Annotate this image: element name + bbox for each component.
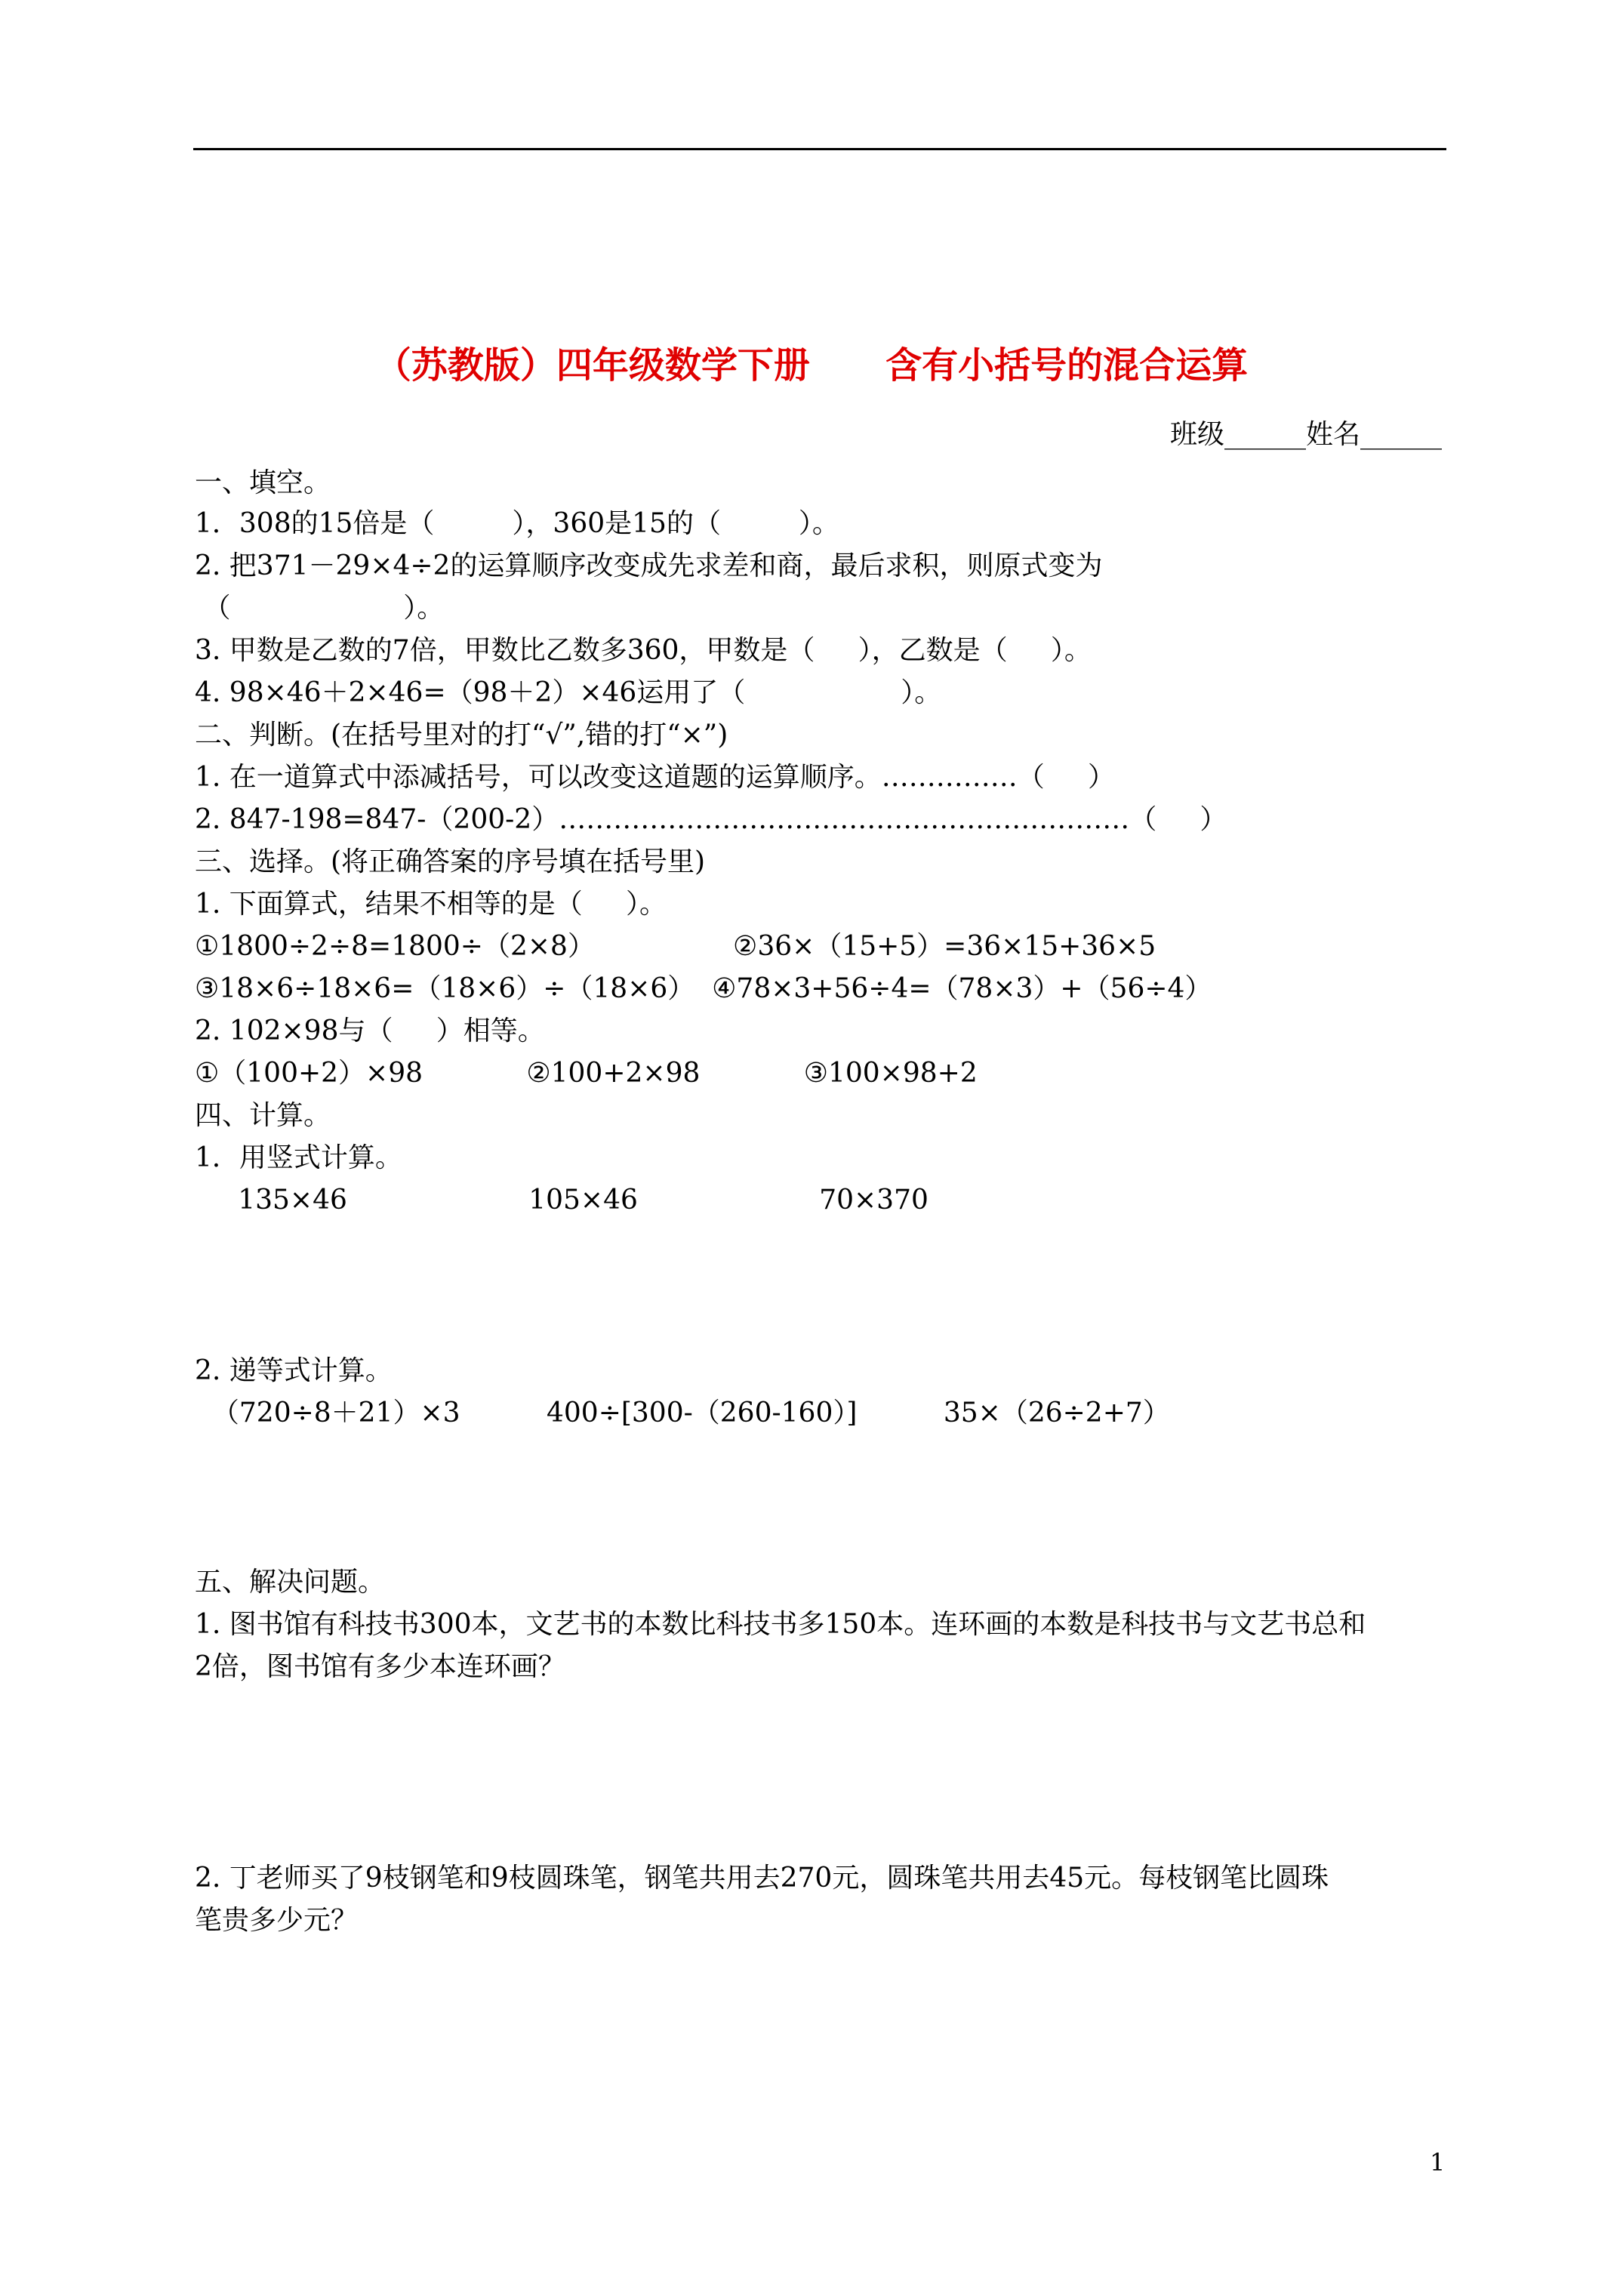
- question-line: 4. 98×46＋2×46=（98＋2）×46运用了（ ）。: [195, 677, 942, 708]
- question-line: 1．308的15倍是（ ），360是15的（ ）。: [195, 508, 839, 539]
- expression-line: 135×46 105×46 70×370: [195, 1185, 929, 1216]
- question-line: 2. 丁老师买了9枝钢笔和9枝圆珠笔，钢笔共用去270元，圆珠笔共用去45元。每枝钢笔比圆珠: [195, 1863, 1329, 1894]
- question-line: 笔贵多少元？: [195, 1905, 359, 1936]
- question-line: 2. 递等式计算。: [195, 1355, 393, 1386]
- section-fill-blank-heading: 一、填空。: [195, 467, 331, 498]
- question-line: 2. 102×98与（ ）相等。: [195, 1015, 545, 1046]
- question-line: 1. 下面算式，结果不相等的是（ ）。: [195, 889, 667, 920]
- question-line: （ ）。: [195, 593, 445, 624]
- section-problem-heading: 五、解决问题。: [195, 1567, 386, 1598]
- option-line: ③18×6÷18×6=（18×6）÷（18×6） ④78×3+56÷4=（78×3）+（56÷4）: [195, 973, 1212, 1004]
- page-title: （苏教版）四年级数学下册 含有小括号的混合运算: [374, 344, 1249, 387]
- section-judge-heading: 二、判断。(在括号里对的打“√”,错的打“×”): [195, 720, 728, 750]
- class-name-line: 班级______姓名______: [1169, 419, 1442, 450]
- question-line: 2. 847-198=847-（200-2）………………………………………………………（ ）: [195, 804, 1227, 835]
- section-calc-heading: 四、计算。: [195, 1100, 331, 1131]
- question-line: 2. 把371－29×4÷2的运算顺序改变成先求差和商，最后求积，则原式变为: [195, 550, 1103, 581]
- question-line: 1．用竖式计算。: [195, 1142, 402, 1173]
- question-line: 1. 在一道算式中添减括号，可以改变这道题的运算顺序。……………（ ）: [195, 762, 1116, 793]
- option-line: ①1800÷2÷8=1800÷（2×8） ②36×（15+5）=36×15+36×5: [195, 931, 1156, 962]
- header-rule: [193, 148, 1446, 150]
- page-number: 1: [1430, 2148, 1446, 2177]
- section-choice-heading: 三、选择。(将正确答案的序号填在括号里): [195, 846, 706, 877]
- question-line: 2倍，图书馆有多少本连环画？: [195, 1651, 565, 1682]
- question-line: 1. 图书馆有科技书300本，文艺书的本数比科技书多150本。连环画的本数是科技书与文艺书总和: [195, 1609, 1366, 1640]
- option-line: ①（100+2）×98 ②100+2×98 ③100×98+2: [195, 1058, 978, 1089]
- expression-line: （720÷8＋21）×3 400÷[300-（260-160）] 35×（26÷2+7）: [195, 1398, 1170, 1428]
- question-line: 3. 甲数是乙数的7倍，甲数比乙数多360，甲数是（ ），乙数是（ ）。: [195, 635, 1092, 666]
